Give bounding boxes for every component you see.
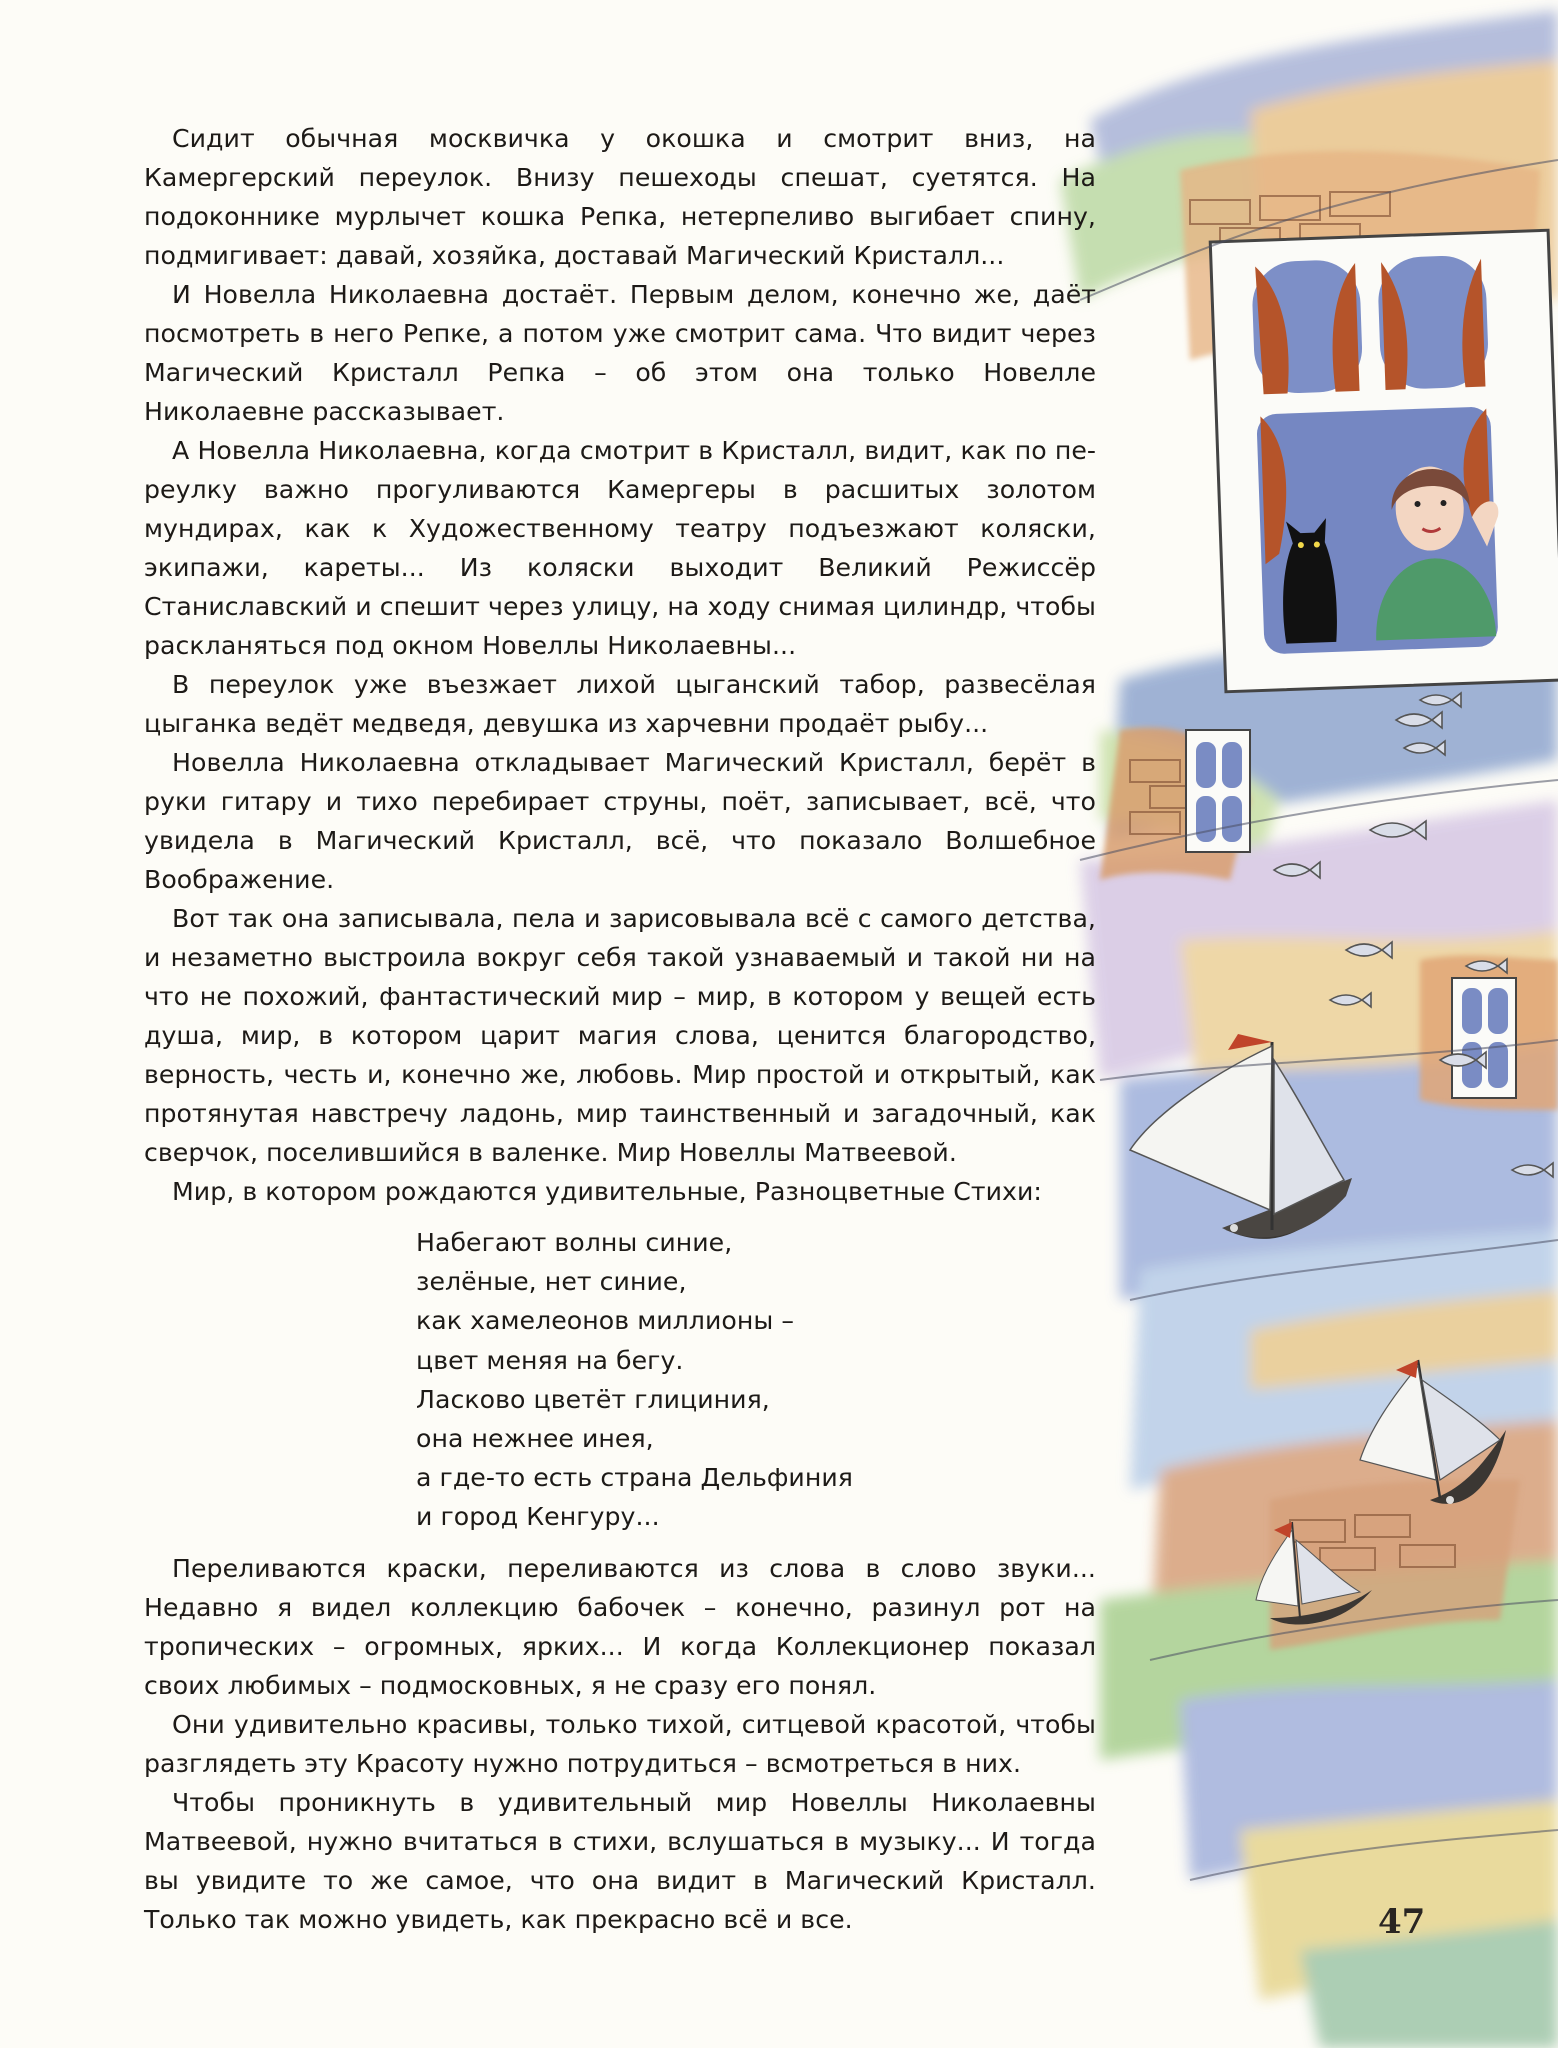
paragraph: Они удивительно красивы, только тихой, ситцевой красотой, чтобы разглядеть эту Красоту нужно потрудиться – всмотреться в них. <box>144 1709 1096 1778</box>
paragraph: И Новелла Николаевна достаёт. Первым делом, конечно же, даёт посмотреть в него Репке, а потом уже смотрит сама. Что видит через Магический Кристалл Репка – об этом она только Новелле Николаевне рассказывает. <box>144 280 1096 426</box>
poem <box>416 1223 1096 1537</box>
paragraph: Сидит обычная москвичка у окошка и смотрит вниз, на Камергерский переулок. Внизу пешеходы спешат, суетятся. На подоконнике мурлычет кошка Репка, нетерпеливо выгибает спину, подмигивает: давай, хозяйка, доставай Магический Кристалл... <box>144 124 1096 270</box>
poem-line: а где-то есть страна Дельфиния <box>416 1463 853 1493</box>
poem-line: и город Кенгуру... <box>416 1502 660 1532</box>
paragraph: Мир, в котором рождаются удивительные, Разноцветные Стихи: <box>172 1177 1042 1206</box>
paragraph: Переливаются краски, переливаются из слова в слово звуки... Недавно я видел коллекцию бабочек – конечно, разинул рот на тропических – огромных, ярких... И когда Коллекционер показал своих любимых – подмосковных, я не сразу его понял. <box>144 1553 1096 1700</box>
poem-line: Набегают волны синие, <box>416 1228 733 1257</box>
paragraph: Чтобы проникнуть в удивительный мир Новеллы Николаевны Матвеевой, нужно вчитаться в стихи, вслушаться в музыку... И тогда вы увидите то же самое, что она видит в Магический Кристалл. Только так можно увидеть, как прекрасно всё и все. <box>144 1787 1096 1934</box>
page-number: 47 <box>1378 1902 1426 1942</box>
paragraph: А Новелла Николаевна, когда смотрит в Кристалл, видит, как по переулку важно прогуливаются Камергеры в расшитых золотом мундирах, как к Художественному театру подъезжают коляски, экипажи, кареты... Из коляски выходит Великий Режиссёр Станиславский и спешит через улицу, на ходу снимая цилиндр, чтобы раскланяться под окном Новеллы Николаевны... <box>144 436 1096 660</box>
poem-line: как хамелеонов миллионы – <box>416 1306 794 1336</box>
small-window-right <box>1452 978 1516 1098</box>
paragraph: Новелла Николаевна откладывает Магический Кристалл, берёт в руки гитару и тихо перебирает струны, поёт, записывает, всё, что увидела в Магический Кристалл, всё, что показало Волшебное Воображение. <box>144 748 1096 894</box>
main-text <box>144 119 1096 1939</box>
poem-line: Ласково цветёт глициния, <box>416 1384 770 1414</box>
paragraph: В переулок уже въезжает лихой цыганский табор, развесёлая цыганка ведёт медведя, девушка из харчевни продаёт рыбу... <box>144 670 1096 738</box>
paragraph: Вот так она записывала, пела и зарисовывала всё с самого детства, и незаметно выстроила вокруг себя такой узнаваемый и такой ни на что не похожий, фантастический мир – мир, в котором у вещей есть душа, мир, в котором царит магия слова, ценится благородство, верность, честь и, конечно же, любовь. Мир простой и открытый, как протянутая навстречу ладонь, мир таинственный и загадочный, как сверчок, поселившийся в валенке. Мир Новеллы Матвеевой. <box>144 904 1096 1167</box>
poem-line: цвет меняя на бегу. <box>416 1345 684 1375</box>
poem-line: она нежнее инея, <box>416 1424 654 1454</box>
poem-line: зелёные, нет синие, <box>416 1267 687 1297</box>
window-with-cat-and-woman <box>1210 230 1558 692</box>
